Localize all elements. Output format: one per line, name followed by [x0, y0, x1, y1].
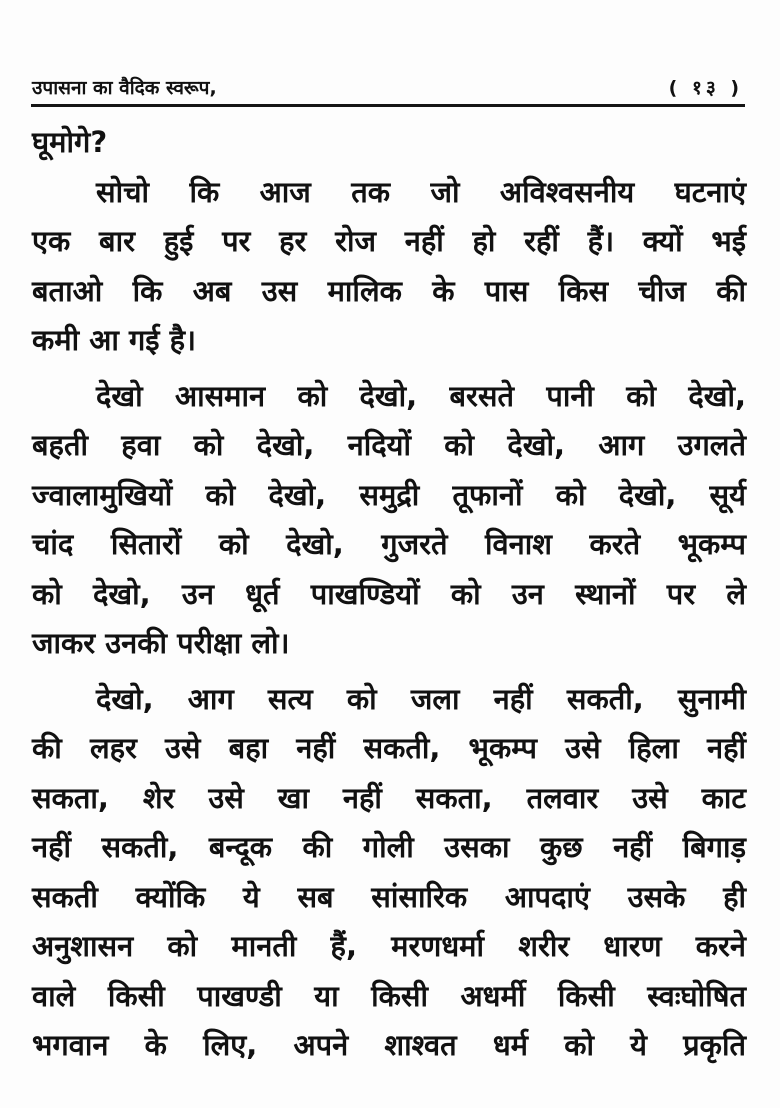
text-line: नहीं सकती, बन्दूक की गोली उसका कुछ नहीं बिगाड़: [32, 830, 746, 864]
text-line: चांद सितारों को देखो, गुजरते विनाश करते भूकम्प: [32, 527, 746, 561]
text-line: को देखो, उन धूर्त पाखण्डियों को उन स्थानों पर ले: [32, 576, 746, 611]
paragraph: [32, 168, 746, 366]
text-line: घूमोगे?: [32, 125, 108, 159]
text-line: सकता, शेर उसे खा नहीं सकता, तलवार उसे काट: [32, 780, 746, 815]
text-line: बताओ कि अब उस मालिक के पास किस चीज की: [32, 273, 746, 308]
text-line: अनुशासन को मानती हैं, मरणधर्मा शरीर धारण करने: [32, 929, 746, 963]
page-number: ( १३ ): [668, 77, 743, 99]
body-text: [32, 118, 746, 1071]
text-line: एक बार हुई पर हर रोज नहीं हो रहीं हैं। क्यों भई: [32, 224, 746, 258]
text-line: जाकर उनकी परीक्षा लो।: [32, 626, 290, 660]
text-line: बहती हवा को देखो, नदियों को देखो, आग उगलते: [32, 428, 746, 462]
header-rule: [31, 104, 745, 107]
text-line: देखो आसमान को देखो, बरसते पानी को देखो,: [96, 378, 746, 413]
text-line: भगवान के लिए, अपने शाश्वत धर्म को ये प्रकृति: [32, 1028, 746, 1062]
running-header: [32, 74, 745, 102]
running-title: उपासना का वैदिक स्वरूप,: [32, 77, 217, 99]
paragraph: [32, 675, 746, 1071]
paragraph-continuation: [32, 118, 746, 168]
paragraph: [32, 372, 746, 669]
text-line: कमी आ गई है।: [32, 323, 197, 357]
text-line: देखो, आग सत्य को जला नहीं सकती, सुनामी: [96, 681, 746, 716]
text-line: ज्वालामुखियों को देखो, समुद्री तूफानों को देखो, सूर्य: [32, 477, 746, 512]
text-line: सोचो कि आज तक जो अविश्वसनीय घटनाएं: [96, 174, 746, 209]
text-line: सकती क्योंकि ये सब सांसारिक आपदाएं उसके ही: [32, 879, 746, 914]
text-line: वाले किसी पाखण्डी या किसी अधर्मी किसी स्वःघोषित: [32, 978, 746, 1013]
text-line: की लहर उसे बहा नहीं सकती, भूकम्प उसे हिला नहीं: [32, 731, 746, 765]
